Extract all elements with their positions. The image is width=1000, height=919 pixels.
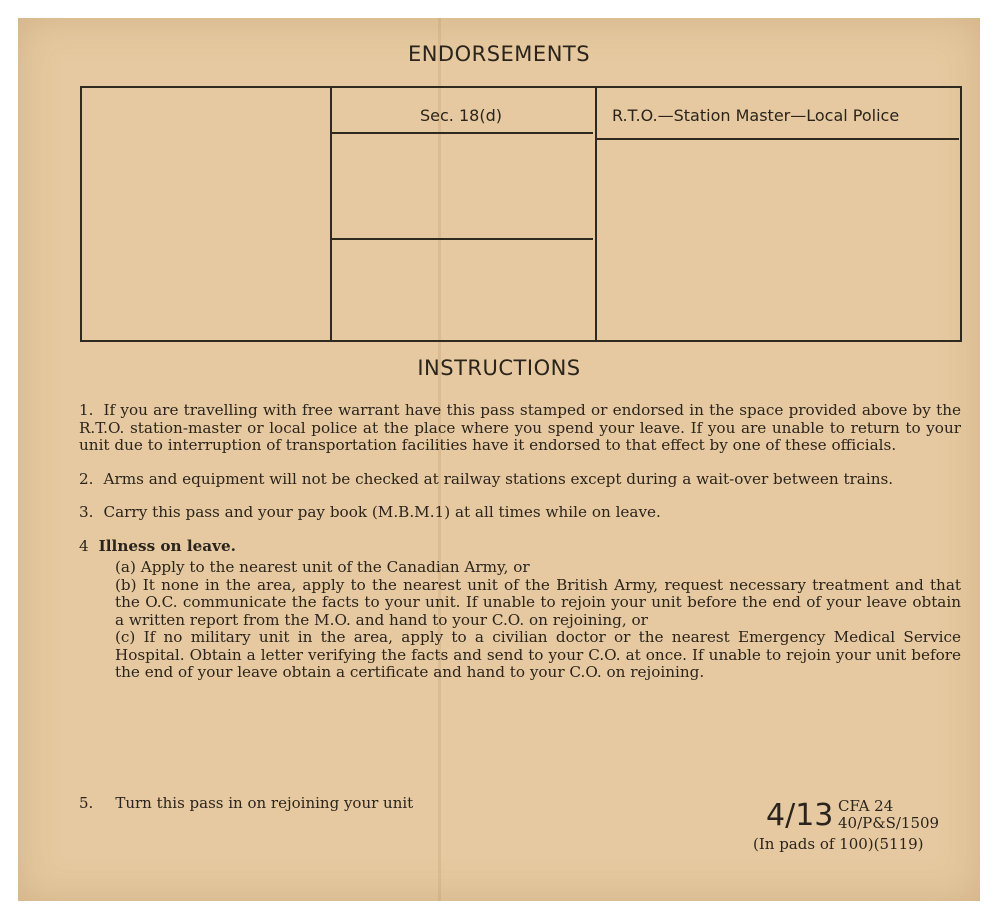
item-text: Arms and equipment will not be checked at railway stations except during a wait-over between trains. [103,469,894,488]
header-rule [332,132,593,134]
instruction-item [79,402,961,455]
pads-note: (In pads of 100)(5119) [753,835,924,853]
item-number: 2. [79,469,94,488]
instruction-item [79,504,961,522]
instruction-item-5 [79,794,413,812]
item-text: Carry this pass and your pay book (M.B.M.1) at all times while on leave. [103,503,661,521]
form-code [838,798,939,832]
item-number: 3. [79,503,94,521]
item-number: 5. [79,794,94,812]
item-text: Turn this pass in on rejoining your unit [115,794,414,812]
item-text: If you are travelling with free warrant have this pass stamped or endorsed in the space provided above by the R.T.O. station-master or local police at the place where you spend your leave. If you are unable to return to your unit due to interruption of transportation facilities have it endorsed to that effect by one of these officials. [79,401,961,454]
endorsements-heading: ENDORSEMENTS [407,42,591,66]
instructions-list [79,402,961,682]
rto-label: R.T.O.—Station Master—Local Police [612,106,900,125]
instruction-item [79,471,961,489]
instruction-item [79,538,961,556]
column-divider [595,88,597,340]
form-code-line: 40/P&S/1509 [838,814,940,832]
form-code-line: CFA 24 [838,797,894,815]
cell-rule [332,238,593,240]
endorsements-table [80,86,962,342]
item-number: 4 [79,536,89,555]
sub-item-a: (a) Apply to the nearest unit of the Canadian Army, or [115,558,530,576]
leave-pass-back [18,18,980,901]
column-divider [330,88,332,340]
item-number: 1. [79,401,94,419]
header-rule [597,138,959,140]
item-title: Illness on leave. [98,536,236,555]
sub-item-b: (b) It none in the area, apply to the nearest unit of the British Army, request necessary treatment and that the O.C. communicate the facts to your unit. If unable to rejoin your unit before the end of your leave obtain a written report from the M.O. and hand to your C.O. on rejoining, or [115,575,961,629]
sec-18d-label: Sec. 18(d) [420,106,502,125]
form-number: 4/13 [766,798,834,833]
instructions-heading: INSTRUCTIONS [417,356,581,380]
sub-item-c: (c) If no military unit in the area, apply to a civilian doctor or the nearest Emergency Medical Service Hospital. Obtain a letter verifying the facts and send to your C.O. at once. If unable to rejoin your unit before the end of your leave obtain a certificate and hand to your C.O. on rejoining. [115,628,961,681]
